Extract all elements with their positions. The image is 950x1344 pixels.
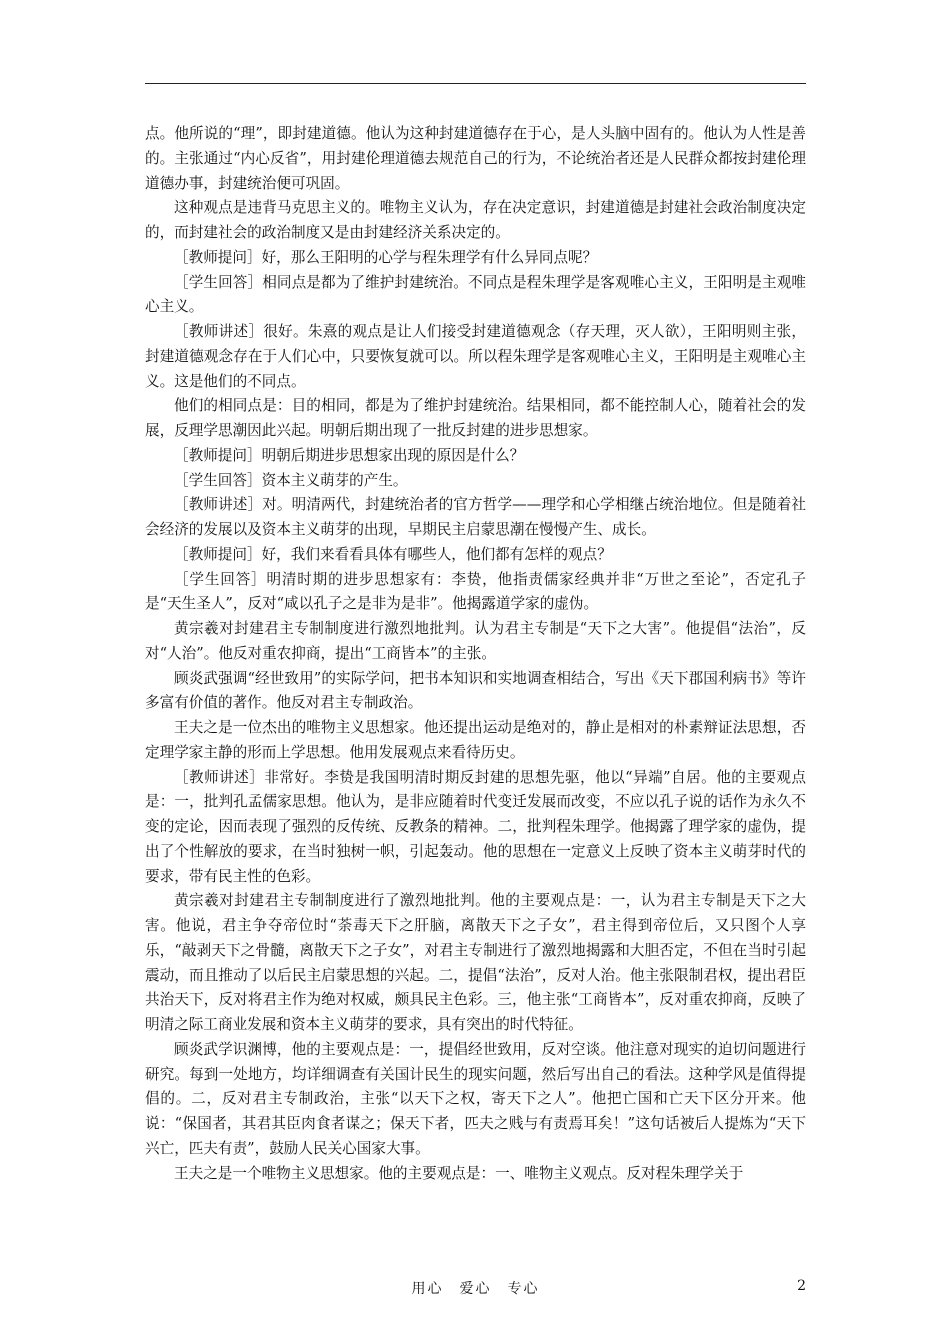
paragraph: 王夫之是一位杰出的唯物主义思想家。他还提出运动是绝对的，静止是相对的朴素辩证法思想，否定理学家主静的形而上学思想。他用发展观点来看待历史。 — [145, 719, 806, 761]
paragraph: ［教师讲述］很好。朱熹的观点是让人们接受封建道德观念（存天理，灭人欲），王阳明则主张，封建道德观念存在于人们心中，只要恢复就可以。所以程朱理学是客观唯心主义，王阳明是主观唯心主义。这是他们的不同点。 — [145, 323, 806, 390]
paragraph: ［教师讲述］对。明清两代，封建统治者的官方哲学——理学和心学相继占统治地位。但是随着社会经济的发展以及资本主义萌芽的出现，早期民主启蒙思潮在慢慢产生、成长。 — [145, 496, 806, 538]
paragraph: ［教师讲述］非常好。李贽是我国明清时期反封建的思想先驱，他以“异端”自居。他的主要观点是：一，批判孔孟儒家思想。他认为，是非应随着时代变迁发展而改变，不应以孔子说的话作为永久不变的定论，因而表现了强烈的反传统、反教条的精神。二，批判程朱理学。他揭露了理学家的虚伪，提出了个性解放的要求，在当时独树一帜，引起轰动。他的思想在一定意义上反映了资本主义萌芽时代的要求，带有民主性的色彩。 — [145, 768, 806, 885]
footer-motto: 用心 爱心 专心 — [411, 1281, 540, 1297]
paragraph: 顾炎武强调“经世致用”的实际学问，把书本知识和实地调查相结合，写出《天下郡国利病书》等许多富有价值的著作。他反对君主专制政治。 — [145, 669, 806, 712]
page-number: 2 — [797, 1278, 806, 1294]
paragraph: ［学生回答］资本主义萌芽的产生。 — [174, 471, 408, 489]
paragraph: 点。他所说的“理”，即封建道德。他认为这种封建道德存在于心，是人头脑中固有的。他认为人性是善的。主张通过“内心反省”，用封建伦理道德去规范自己的行为，不论统治者还是人民群众都按封建伦理道德办事，封建统治便可巩固。 — [145, 125, 806, 192]
paragraph: 黄宗羲对封建君主专制制度进行了激烈地批判。他的主要观点是：一，认为君主专制是天下之大害。他说，君主争夺帝位时“荼毒天下之肝脑，离散天下之子女”，君主得到帝位后，又只图个人享乐，“敲剥天下之骨髓，离散天下之子女”，对君主专制进行了激烈地揭露和大胆否定，不但在当时引起震动，而且推动了以后民主启蒙思想的兴起。二，提倡“法治”，反对人治。他主张限制君权，提出君臣共治天下，反对将君主作为绝对权威，颇具民主色彩。三，他主张“工商皆本”，反对重农抑商，反映了明清之际工商业发展和资本主义萌芽的要求，具有突出的时代特征。 — [145, 892, 806, 1033]
paragraph: 王夫之是一个唯物主义思想家。他的主要观点是：一、唯物主义观点。反对程朱理学关于 — [174, 1164, 744, 1182]
paragraph: ［教师提问］好，我们来看看具体有哪些人，他们都有怎样的观点？ — [174, 545, 612, 563]
paragraph: ［教师提问］明朝后期进步思想家出现的原因是什么？ — [174, 446, 525, 464]
paragraph: 黄宗羲对封建君主专制制度进行激烈地批判。认为君主专制是“天下之大害”。他提倡“法治”，反对“人治”。他反对重农抑商，提出“工商皆本”的主张。 — [145, 620, 806, 662]
header-rule — [145, 83, 806, 84]
paragraph: ［教师提问］好，那么王阳明的心学与程朱理学有什么异同点呢？ — [174, 248, 598, 266]
paragraph: 他们的相同点是：目的相同，都是为了维护封建统治。结果相同，都不能控制人心，随着社会的发展，反理学思潮因此兴起。明朝后期出现了一批反封建的进步思想家。 — [145, 397, 806, 439]
document-body — [145, 122, 806, 1186]
page-footer — [145, 1278, 806, 1300]
paragraph: ［学生回答］相同点是都为了维护封建统治。不同点是程朱理学是客观唯心主义，王阳明是主观唯心主义。 — [145, 273, 806, 316]
paragraph: 这种观点是违背马克思主义的。唯物主义认为，存在决定意识，封建道德是封建社会政治制度决定的，而封建社会的政治制度又是由封建经济关系决定的。 — [145, 199, 806, 241]
paragraph: 顾炎武学识渊博，他的主要观点是：一，提倡经世致用，反对空谈。他注意对现实的迫切问题进行研究。每到一处地方，均详细调查有关国计民生的现实问题，然后写出自己的看法。这种学风是值得提倡的。二，反对君主专制政治，主张“以天下之权，寄天下之人”。他把亡国和亡天下区分开来。他说：“保国者，其君其臣肉食者谋之；保天下者，匹夫之贱与有责焉耳矣！”这句话被后人提炼为“天下兴亡，匹夫有责”，鼓励人民关心国家大事。 — [145, 1040, 806, 1157]
paragraph: ［学生回答］明清时期的进步思想家有：李贽，他指责儒家经典并非“万世之至论”，否定孔子是“天生圣人”，反对“咸以孔子之是非为是非”。他揭露道学家的虚伪。 — [145, 570, 806, 613]
